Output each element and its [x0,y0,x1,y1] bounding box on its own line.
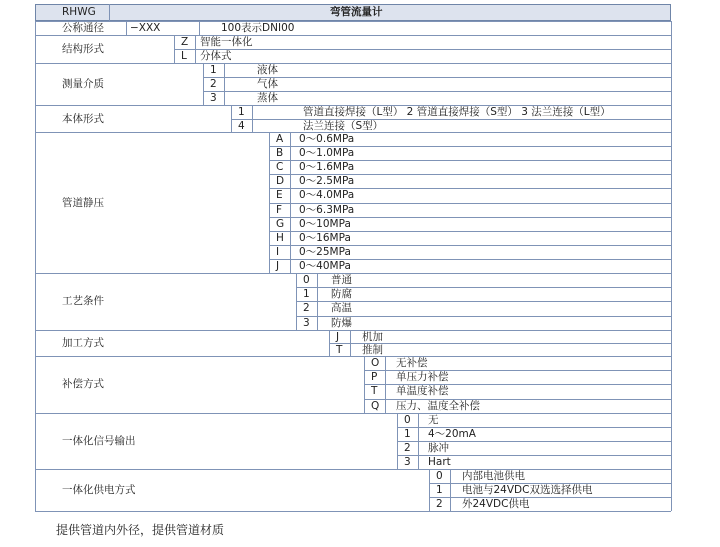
option-text: 普通 [331,274,352,286]
option-text: 0～16MPa [299,231,351,244]
section-label: 一体化供电方式 [62,484,136,496]
option-code: H [276,231,284,244]
option-text: 管道直接焊接（L型） 2 管道直接焊接（S型） 3 法兰连接（L型） [303,106,611,118]
option-text: 液体 [257,64,278,76]
diameter-code: −XXX [130,22,161,34]
section-label: 一体化信号输出 [62,435,136,447]
option-text: 0～1.0MPa [299,147,355,160]
option-code: 2 [210,78,217,90]
table-title: 弯管流量计 [330,6,383,18]
option-code: E [276,189,283,202]
option-code: D [276,175,285,188]
option-text: 无补偿 [396,357,428,369]
section-label: 结构形式 [62,43,104,55]
option-code: L [181,50,187,62]
option-code: 2 [436,498,443,510]
option-code: 1 [436,484,443,496]
section-label: 加工方式 [62,337,104,349]
option-text: 法兰连接（S型） [303,119,384,132]
option-code: G [276,217,285,230]
diameter-desc: 100表示DNI00 [221,22,295,34]
option-text: 0～1.6MPa [299,161,355,174]
option-text: 0～0.6MPa [299,133,355,145]
option-text: 单压力补偿 [396,371,449,384]
option-code: A [276,133,284,145]
option-text: 0～2.5MPa [299,175,355,188]
option-code: O [371,357,380,369]
option-text: 分体式 [200,50,232,62]
option-code: 1 [303,288,310,301]
section-label: 补偿方式 [62,378,104,391]
option-text: 0～40MPa [299,259,351,272]
option-code: 0 [404,414,411,426]
option-text: 气体 [257,78,278,90]
option-text: 单温度补偿 [396,385,449,398]
section-label: 工艺条件 [62,295,104,308]
option-code: 4 [238,119,245,132]
option-code: J [336,331,340,343]
option-text: 防腐 [331,288,352,301]
option-code: 3 [404,456,411,468]
option-code: P [371,371,378,384]
diameter-label: 公称通径 [62,22,104,34]
option-text: 0～4.0MPa [299,189,355,202]
option-code: C [276,161,284,174]
section-label: 本体形式 [62,112,104,125]
option-code: Q [371,399,380,412]
option-text: 无 [428,414,439,426]
option-code: 0 [303,274,310,286]
footer-note: 提供管道内外径，提供管道材质 [56,523,225,537]
option-text: 0～25MPa [299,245,351,258]
option-text: 压力、温度全补偿 [396,399,480,412]
option-text: 内部电池供电 [462,470,525,482]
option-text: 推制 [362,344,383,356]
option-code: 1 [210,64,217,76]
option-code: 2 [303,302,310,315]
option-text: 蒸体 [257,92,278,104]
option-text: 防爆 [331,316,352,329]
option-text: 智能一体化 [200,36,253,48]
option-text: 高温 [331,302,352,315]
option-code: 3 [303,316,310,329]
option-code: F [276,203,283,216]
section-label: 管道静压 [62,196,104,209]
option-code: 2 [404,442,411,454]
model-code: RHWG [62,6,96,18]
option-code: I [276,245,280,258]
option-text: 脉冲 [428,442,449,454]
option-text: 外24VDC供电 [462,498,530,510]
option-code: J [276,259,280,272]
option-code: B [276,147,284,160]
option-text: 4～20mA [428,428,476,440]
option-text: 电池与24VDC双选选择供电 [462,484,593,496]
option-code: 1 [238,106,245,118]
option-text: Hart [428,456,451,468]
section-label: 测量介质 [62,78,104,90]
option-code: Z [181,36,189,48]
option-code: T [336,344,343,356]
option-code: 0 [436,470,443,482]
option-code: 3 [210,92,217,104]
option-text: 0～6.3MPa [299,203,355,216]
option-text: 机加 [362,331,383,343]
option-code: T [371,385,378,398]
option-text: 0～10MPa [299,217,351,230]
option-code: 1 [404,428,411,440]
